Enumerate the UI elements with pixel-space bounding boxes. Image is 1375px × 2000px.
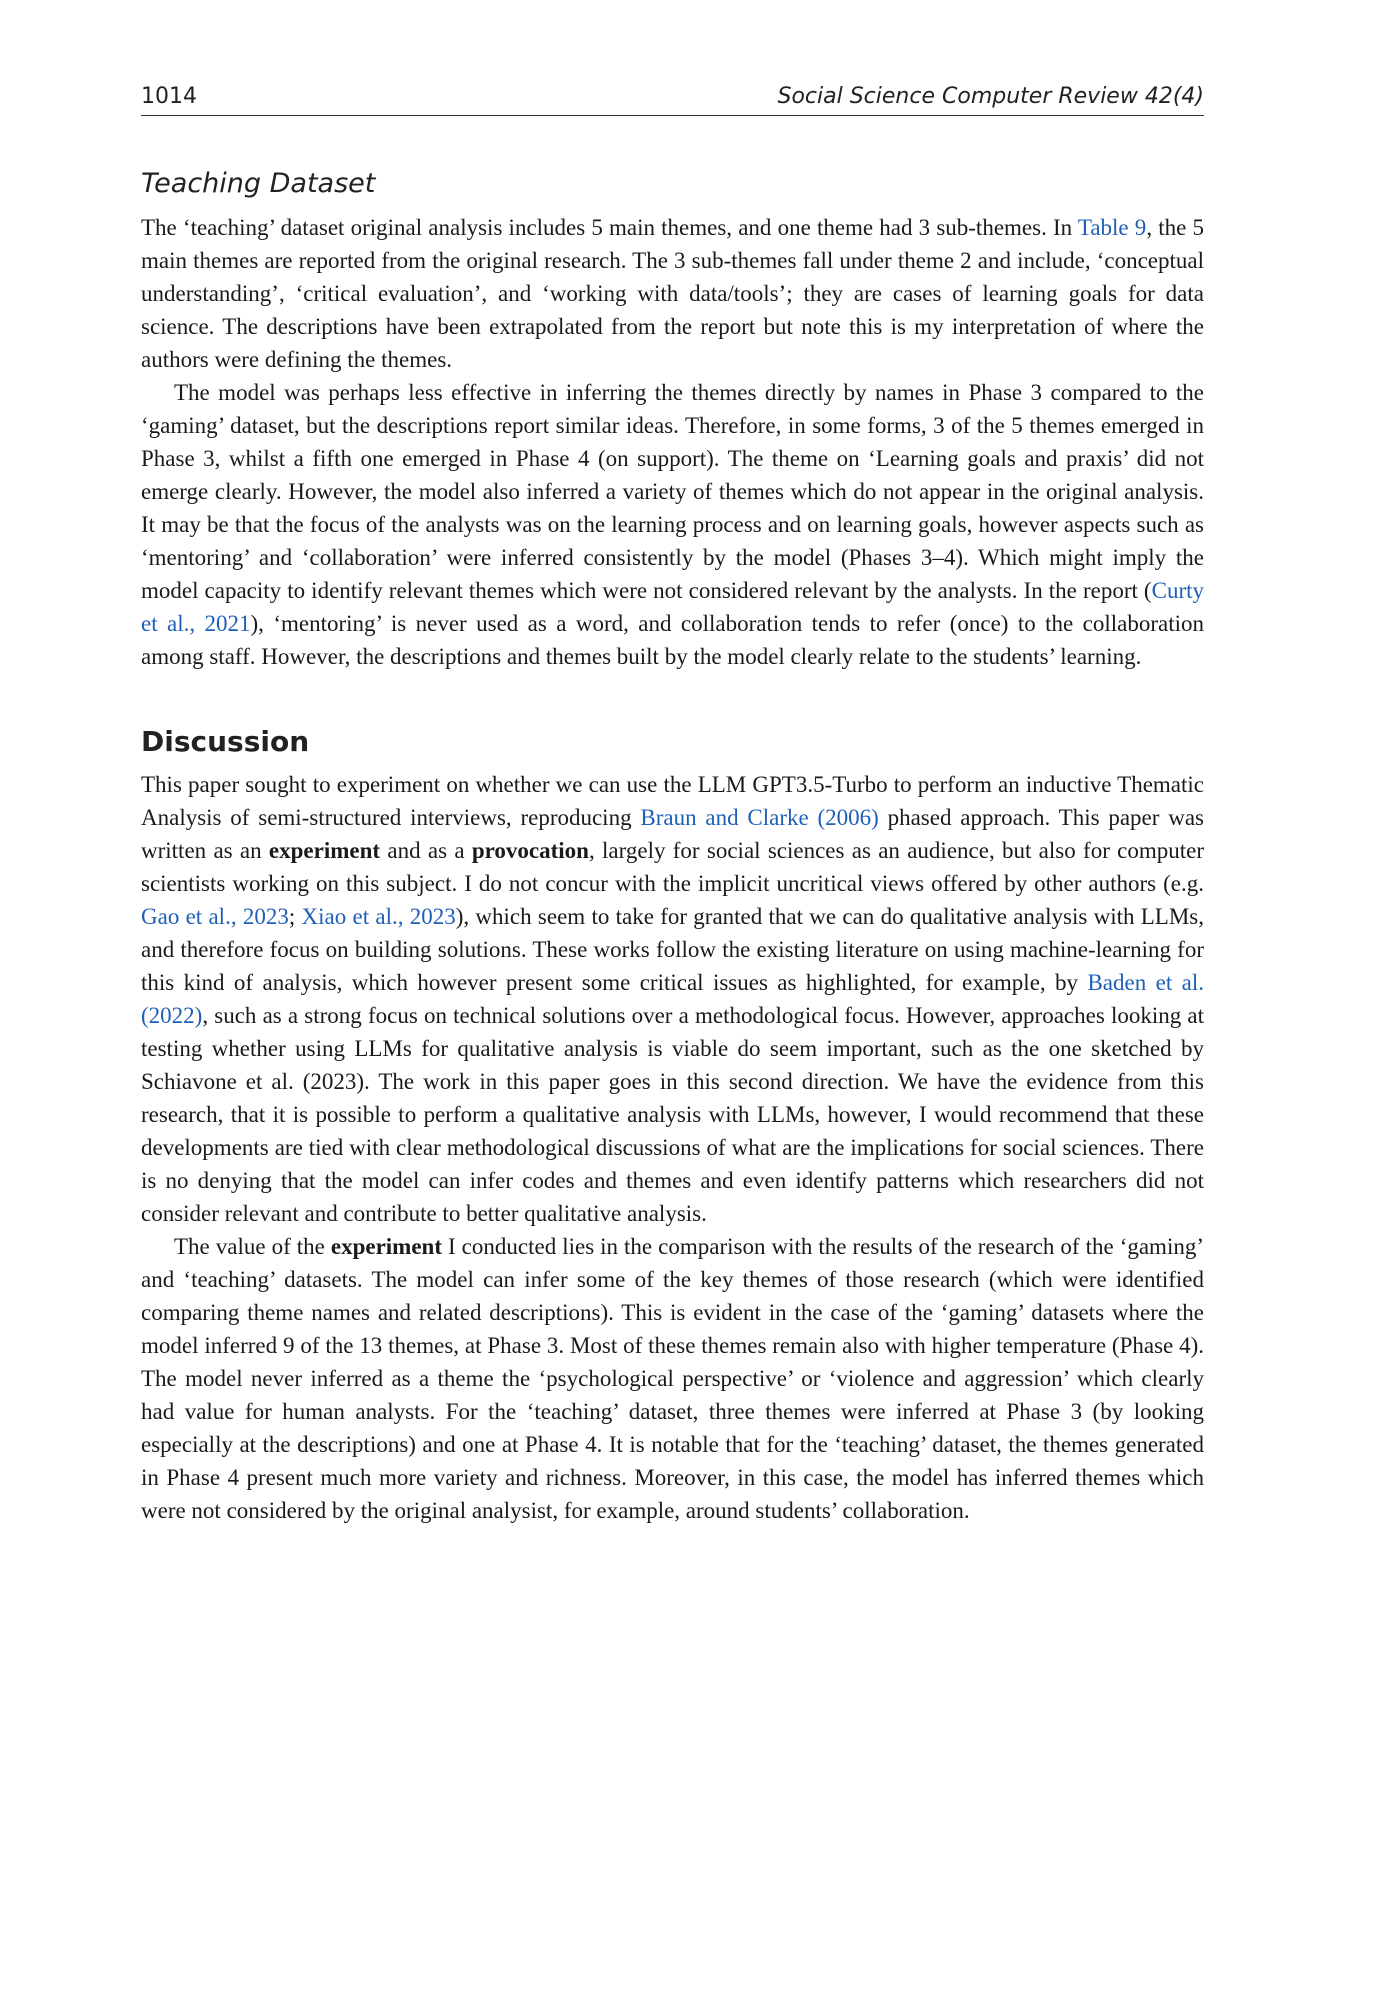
baden-2022-link[interactable]: Baden et al. (2022) [141,970,1204,1028]
experiment-bold: experiment [268,838,381,863]
teaching-paragraph-1: The ‘teaching’ dataset original analysis includes 5 main themes, and one theme had 3 sub-themes. In Table 9, the 5 main themes are reported from the original research. The 3 sub-themes fall under theme 2 and include, ‘conceptual understanding’, ‘critical evaluation’, and ‘working with data/tools’; they are cases of learning goals for data science. The descriptions have been extrapolated from the report but note this is my interpretation of where the authors were defining the themes. [141,215,1204,372]
gao-2023-link[interactable]: Gao et al., 2023 [141,904,289,929]
xiao-2023-link[interactable]: Xiao et al., 2023 [301,904,456,929]
discussion-paragraph-1: This paper sought to experiment on whether we can use the LLM GPT3.5-Turbo to perform an inductive Thematic Analysis of semi-structured interviews, reproducing Braun and Clarke (2006) phased approach. This paper was written as an experiment and as a provocation, largely for social sciences as an audience, but also for computer scientists working on this subject. I do not concur with the implicit uncritical views offered by other authors (e.g. Gao et al., 2023; Xiao et al., 2023), which seem to take for granted that we can do qualitative analysis with LLMs, and therefore focus on building solutions. These works follow the existing literature on using machine-learning for this kind of analysis, which however present some critical issues as highlighted, for example, by Baden et al. (2022), such as a strong focus on technical solutions over a methodological focus. However, approaches looking at testing whether using LLMs for qualitative analysis is viable do seem important, such as the one sketched by Schiavone et al. (2023). The work in this paper goes in this second direction. We have the evidence from this research, that it is possible to perform a qualitative analysis with LLMs, however, I would recommend that these developments are tied with clear methodological discussions of what are the implications for social sciences. There is no denying that the model can infer codes and themes and even identify patterns which researchers did not consider relevant and contribute to better qualitative analysis. [141,772,1205,1226]
teaching-paragraph-2: The model was perhaps less effective in inferring the themes directly by names in Phase 3 compared to the ‘gaming’ dataset, but the descriptions report similar ideas. Therefore, in some forms, 3 of the 5 themes emerged in Phase 3, whilst a fifth one emerged in Phase 4 (on support). The theme on ‘Learning goals and praxis’ did not emerge clearly. However, the model also inferred a variety of themes which do not appear in the original analysis. It may be that the focus of the analysts was on the learning process and on learning goals, however aspects such as ‘mentoring’ and ‘collaboration’ were inferred consistently by the model (Phases 3–4). Which might imply the model capacity to identify relevant themes which were not considered relevant by the analysts. In the report (Curty et al., 2021), ‘mentoring’ is never used as a word, and collaboration tends to refer (once) to the collaboration among staff. However, the descriptions and themes built by the model clearly relate to the students’ learning. [141,380,1204,669]
discussion-heading: Discussion [141,725,310,758]
journal-title: Social Science Computer Review 42(4) [777,84,1204,109]
page [141,84,1204,1527]
page-number: 1014 [141,84,197,109]
teaching-dataset-heading: Teaching Dataset [141,168,376,199]
braun-clarke-2006-link[interactable]: Braun and Clarke (2006) [640,805,879,830]
experiment-bold-2: experiment [330,1234,442,1259]
discussion-paragraph-2: The value of the experiment I conducted lies in the comparison with the results of the research of the ‘gaming’ and ‘teaching’ datasets. The model can infer some of the key themes of those research (which were identified comparing theme names and related descriptions). This is evident in the case of the ‘gaming’ datasets where the model inferred 9 of the 13 themes, at Phase 3. Most of these themes remain also with higher temperature (Phase 4). The model never inferred as a theme the ‘psychological perspective’ or ‘violence and aggression’ which clearly had value for human analysts. For the ‘teaching’ dataset, three themes were inferred at Phase 3 (by looking especially at the descriptions) and one at Phase 4. It is notable that for the ‘teaching’ dataset, the themes generated in Phase 4 present much more variety and richness. Moreover, in this case, the model has inferred themes which were not considered by the original analysist, for example, around students’ collaboration. [141,1234,1204,1523]
running-head [141,84,1204,116]
table-9-link[interactable]: Table 9 [1077,215,1147,240]
provocation-bold: provocation [471,838,589,863]
curty-2021-link[interactable]: Curty et al., 2021 [141,578,1204,636]
